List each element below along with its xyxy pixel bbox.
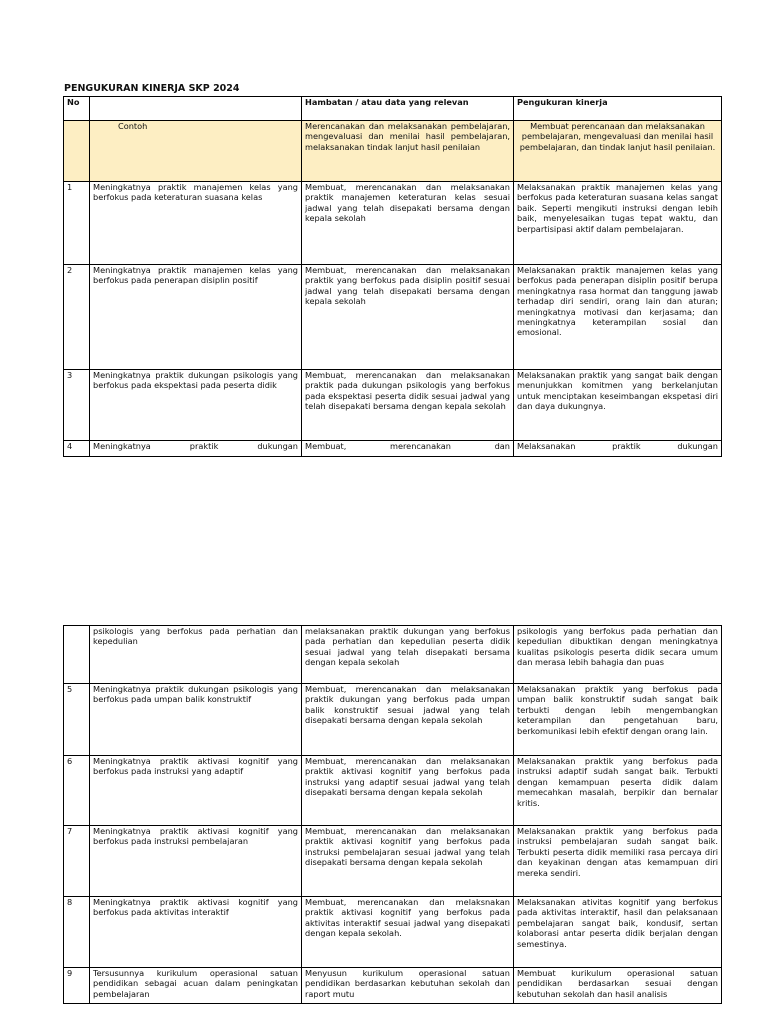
kinerja-table-page-2 <box>63 625 722 1004</box>
example-label: Contoh <box>90 121 302 182</box>
row-no: 8 <box>64 897 90 968</box>
row-pengukuran: psikologis yang berfokus pada perhatian dan kepedulian dibuktikan dengan meningkatnya kualitas psikologis peserta didik secara umum dan merasa lebih bahagia dan puas <box>514 626 722 684</box>
header-hambatan: Hambatan / atau data yang relevan <box>302 97 514 121</box>
row-no: 1 <box>64 182 90 265</box>
row-hambatan: Membuat, merencanakan dan melaksanakan praktik dukungan yang berfokus pada umpan balik konstruktif sesuai jadwal yang telah disepakati bersama dengan kepala sekolah <box>302 684 514 756</box>
example-pengukuran: Membuat perencanaan dan melaksanakan pembelajaran, mengevaluasi dan menilai hasil pembelajaran, dan tindak lanjut hasil penilaian. <box>514 121 722 182</box>
row-no: 6 <box>64 756 90 826</box>
row-indikator: Meningkatnya praktik dukungan <box>90 441 302 457</box>
row-hambatan: melaksanakan praktik dukungan yang berfokus pada perhatian dan kepedulian peserta didik sesuai jadwal yang telah disepakati bersama dengan kepala sekolah <box>302 626 514 684</box>
table-row <box>64 182 722 265</box>
document-title: PENGUKURAN KINERJA SKP 2024 <box>64 83 240 94</box>
row-hambatan: Membuat, merencanakan dan melaksanakan praktik pada dukungan psikologis yang berfokus pada ekspektasi peserta didik sesuai jadwal yang telah disepakati bersama dengan kepala sekolah <box>302 370 514 441</box>
row-indikator: Meningkatnya praktik aktivasi kognitif yang berfokus pada instruksi yang adaptif <box>90 756 302 826</box>
table-row <box>64 684 722 756</box>
row-indikator: Meningkatnya praktik manajemen kelas yang berfokus pada penerapan disiplin positif <box>90 265 302 370</box>
example-row <box>64 121 722 182</box>
row-pengukuran: Melaksanakan ativitas kognitif yang berfokus pada aktivitas interaktif, hasil dan pelaksanaan pembelajaran sangat baik, kondusif, sertan kolaborasi antar peserta didik berjalan dengan semestinya. <box>514 897 722 968</box>
row-no: 7 <box>64 826 90 897</box>
row-pengukuran: Melaksanakan praktik yang berfokus pada instruksi adaptif sudah sangat baik. Terbukti dengan kemampuan peserta didik dalam memecahkan masalah, berpikir dan bernalar kritis. <box>514 756 722 826</box>
table-header-row <box>64 97 722 121</box>
row-pengukuran: Membuat kurikulum operasional satuan pendidikan berdasarkan sesuai dengan kebutuhan sekolah dan hasil analisis <box>514 968 722 1004</box>
row-no: 2 <box>64 265 90 370</box>
header-indikator <box>90 97 302 121</box>
example-no <box>64 121 90 182</box>
row-pengukuran: Melaksanakan praktik yang berfokus pada instruksi pembelajaran sudah sangat baik. Terbukti peserta didik memiliki rasa percaya diri dan keyakinan dengan atas kemampuan diri mereka sendiri. <box>514 826 722 897</box>
table-row <box>64 626 722 684</box>
row-pengukuran: Melaksanakan praktik yang berfokus pada umpan balik konstruktif sudah sangat baik terbukti dengan lebih mengembangkan keterampilan dan pengetahuan baru, berkomunikasi lebih efektif dengan orang lain. <box>514 684 722 756</box>
row-indikator: Tersusunnya kurikulum operasional satuan pendidikan sebagai acuan dalam peningkatan pembelajaran <box>90 968 302 1004</box>
row-no: 4 <box>64 441 90 457</box>
table-row <box>64 826 722 897</box>
row-hambatan: Membuat, merencanakan dan <box>302 441 514 457</box>
header-pengukuran: Pengukuran kinerja <box>514 97 722 121</box>
row-no <box>64 626 90 684</box>
row-no: 9 <box>64 968 90 1004</box>
row-indikator: Meningkatnya praktik dukungan psikologis yang berfokus pada umpan balik konstruktif <box>90 684 302 756</box>
table-row <box>64 968 722 1004</box>
row-hambatan: Membuat, merencanakan dan melaksanakan praktik aktivasi kognitif yang berfokus pada instruksi yang adaptif sesuai jadwal yang telah disepakati bersama dengan kepala sekolah <box>302 756 514 826</box>
row-indikator: Meningkatnya praktik manajemen kelas yang berfokus pada keteraturan suasana kelas <box>90 182 302 265</box>
row-indikator: Meningkatnya praktik aktivasi kognitif yang berfokus pada instruksi pembelajaran <box>90 826 302 897</box>
table-row <box>64 756 722 826</box>
kinerja-table-page-1 <box>63 96 722 457</box>
table-row <box>64 441 722 457</box>
row-hambatan: Membuat, merencanakan dan melaksanakan praktik yang berfokus pada disiplin positif sesuai jadwal yang telah disepakati bersama dengan kepala sekolah <box>302 265 514 370</box>
row-hambatan: Membuat, merencanakan dan melaksanakan praktik manajemen keteraturan kelas sesuai jadwal yang telah disepakati bersama dengan kepala sekolah <box>302 182 514 265</box>
row-pengukuran: Melaksanakan praktik yang sangat baik dengan menunjukkan komitmen yang berkelanjutan untuk menciptakan keseimbangan ekspetasi diri dan daya dukungnya. <box>514 370 722 441</box>
row-indikator: Meningkatnya praktik dukungan psikologis yang berfokus pada ekspektasi pada peserta didik <box>90 370 302 441</box>
row-indikator: Meningkatnya praktik aktivasi kognitif yang berfokus pada aktivitas interaktif <box>90 897 302 968</box>
table-row <box>64 265 722 370</box>
row-no: 3 <box>64 370 90 441</box>
table-row <box>64 370 722 441</box>
row-hambatan: Menyusun kurikulum operasional satuan pendidikan berdasarkan kebutuhan sekolah dan raport mutu <box>302 968 514 1004</box>
row-indikator: psikologis yang berfokus pada perhatian dan kepedulian <box>90 626 302 684</box>
row-pengukuran: Melaksanakan praktik manajemen kelas yang berfokus pada penerapan disiplin positif berupa meningkatnya rasa hormat dan tanggung jawab terhadap diri sendiri, orang lain dan aturan; meningkatnya motivasi dan kerjasama; dan meningkatnya keterampilan sosial dan emosional. <box>514 265 722 370</box>
header-no: No <box>64 97 90 121</box>
row-pengukuran: Melaksanakan praktik manajemen kelas yang berfokus pada keteraturan suasana kelas sangat baik. Seperti mengikuti instruksi dengan lebih baik, menyelesaikan tugas tepat waktu, dan berpartisipasi aktif dalam pembelajaran. <box>514 182 722 265</box>
example-hambatan: Merencanakan dan melaksanakan pembelajaran, mengevaluasi dan menilai hasil pembelajaran, melaksanakan tindak lanjut hasil penilaian <box>302 121 514 182</box>
row-hambatan: Membuat, merencanakan dan melaksanakan praktik aktivasi kognitif yang berfokus pada instruksi pembelajaran sesuai jadwal yang telah disepakati bersama dengan kepala sekolah <box>302 826 514 897</box>
row-pengukuran: Melaksanakan praktik dukungan <box>514 441 722 457</box>
table-row <box>64 897 722 968</box>
row-no: 5 <box>64 684 90 756</box>
row-hambatan: Membuat, merencanakan dan melaksnakan praktik aktivasi kognitif yang berfokus pada aktivitas interaktif sesuai jadwal yang disepakati dengan kepala sekolah. <box>302 897 514 968</box>
